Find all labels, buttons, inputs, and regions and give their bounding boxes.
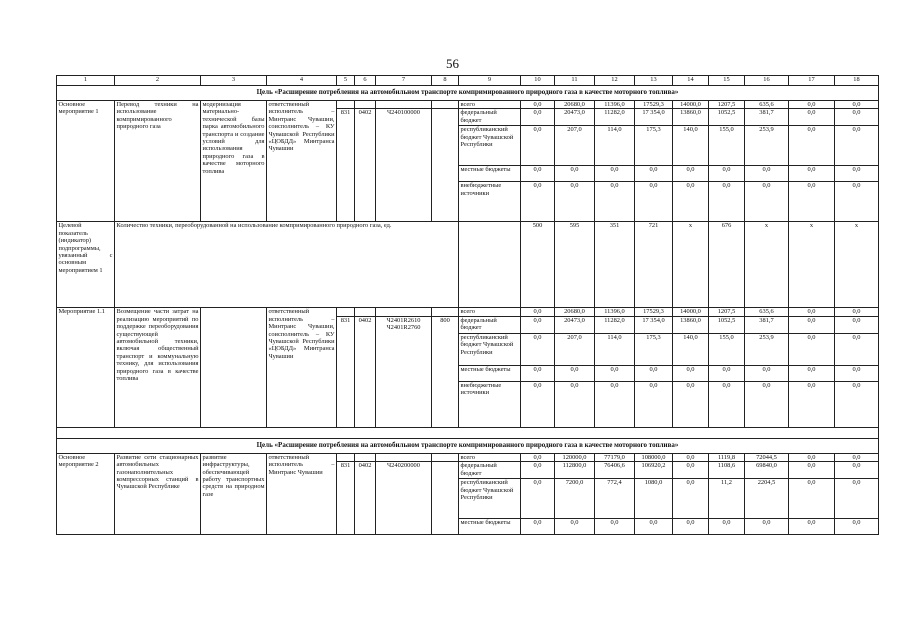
funding-value: 0,0 <box>745 365 789 381</box>
column-header: 18 <box>835 76 879 86</box>
spacer-cell <box>57 427 879 438</box>
funding-value: 0,0 <box>709 182 745 222</box>
funding-value: 0,0 <box>789 365 835 381</box>
column-header: 15 <box>709 76 745 86</box>
funding-source: всего <box>459 101 521 109</box>
funding-value: 106920,2 <box>635 462 673 479</box>
empty-cell <box>376 308 432 316</box>
empty-cell <box>337 453 355 461</box>
funding-source: всего <box>459 308 521 316</box>
funding-value: 13860,0 <box>673 316 709 333</box>
column-header: 14 <box>673 76 709 86</box>
empty-cell <box>459 222 521 308</box>
funding-value: 0,0 <box>709 166 745 182</box>
section-code: 0402 <box>355 316 376 427</box>
grbs-code: 831 <box>337 462 355 535</box>
funding-source: внебюджетные источники <box>459 182 521 222</box>
funding-value: 20473,0 <box>555 316 595 333</box>
funding-value: 11396,0 <box>595 101 635 109</box>
funding-value: 1108,6 <box>709 462 745 479</box>
funding-value: 0,0 <box>635 182 673 222</box>
spacer-row <box>57 427 879 438</box>
funding-value: 69840,0 <box>745 462 789 479</box>
empty-cell <box>376 101 432 109</box>
measure-purpose <box>201 308 267 427</box>
funding-source: внебюджетные источники <box>459 381 521 427</box>
funding-value: 0,0 <box>521 308 555 316</box>
funding-value: 0,0 <box>789 101 835 109</box>
funding-value: 120000,0 <box>555 453 595 461</box>
funding-source: местные бюджеты <box>459 519 521 535</box>
funding-value: 0,0 <box>673 453 709 461</box>
column-header: 2 <box>115 76 201 86</box>
funding-value: 11,2 <box>709 479 745 519</box>
column-header: 1 <box>57 76 115 86</box>
funding-value: 11396,0 <box>595 308 635 316</box>
funding-source: местные бюджеты <box>459 166 521 182</box>
funding-source: местные бюджеты <box>459 365 521 381</box>
funding-source: федеральный бюджет <box>459 462 521 479</box>
funding-value: 0,0 <box>789 109 835 126</box>
funding-value: 0,0 <box>709 381 745 427</box>
measure-name: Основное мероприятие 2 <box>57 453 115 534</box>
funding-value: 0,0 <box>745 166 789 182</box>
indicator-value: x <box>789 222 835 308</box>
section-code: 0402 <box>355 109 376 222</box>
funding-value: 0,0 <box>745 182 789 222</box>
funding-value: 108000,0 <box>635 453 673 461</box>
column-header: 11 <box>555 76 595 86</box>
column-header: 4 <box>267 76 337 86</box>
funding-value: 11282,0 <box>595 316 635 333</box>
indicator-description: Количество техники, переоборудованной на использование компримированного природного газа, ед. <box>115 222 459 308</box>
funding-value: 0,0 <box>835 365 879 381</box>
funding-value: 0,0 <box>789 316 835 333</box>
funding-value: 17 354,0 <box>635 109 673 126</box>
column-header: 17 <box>789 76 835 86</box>
funding-value: 0,0 <box>595 166 635 182</box>
column-header: 16 <box>745 76 789 86</box>
column-header-row <box>57 76 879 86</box>
target-article-code: Ч240200000 <box>376 462 432 535</box>
funding-value: 0,0 <box>789 479 835 519</box>
funding-value: 17529,3 <box>635 308 673 316</box>
table-row <box>57 453 879 461</box>
funding-value: 0,0 <box>673 479 709 519</box>
indicator-value: x <box>745 222 789 308</box>
funding-value: 0,0 <box>595 182 635 222</box>
funding-value: 0,0 <box>521 333 555 365</box>
empty-cell <box>337 308 355 316</box>
funding-value: 0,0 <box>835 308 879 316</box>
indicator-value: 500 <box>521 222 555 308</box>
funding-value: 0,0 <box>673 381 709 427</box>
goal-title: Цель «Расширение потребления на автомобильном транспорте компримированного природного газа в качестве моторного топлива» <box>57 86 879 101</box>
funding-value: 0,0 <box>521 109 555 126</box>
funding-value: 207,0 <box>555 333 595 365</box>
grbs-code: 831 <box>337 109 355 222</box>
funding-value: 20680,0 <box>555 101 595 109</box>
funding-value: 140,0 <box>673 126 709 166</box>
funding-value: 772,4 <box>595 479 635 519</box>
funding-value: 112800,0 <box>555 462 595 479</box>
funding-value: 1052,5 <box>709 109 745 126</box>
program-table <box>56 75 879 535</box>
funding-value: 17 354,0 <box>635 316 673 333</box>
funding-value: 0,0 <box>521 126 555 166</box>
funding-value: 77179,0 <box>595 453 635 461</box>
funding-value: 253,9 <box>745 126 789 166</box>
funding-value: 0,0 <box>709 365 745 381</box>
funding-value: 0,0 <box>835 166 879 182</box>
expense-type-code: 800 <box>432 316 459 427</box>
funding-value: 0,0 <box>673 519 709 535</box>
indicator-value: 595 <box>555 222 595 308</box>
funding-value: 0,0 <box>835 381 879 427</box>
column-header: 13 <box>635 76 673 86</box>
goal-row <box>57 86 879 101</box>
empty-cell <box>432 101 459 109</box>
funding-value: 1207,5 <box>709 101 745 109</box>
funding-value: 0,0 <box>635 381 673 427</box>
funding-value: 155,0 <box>709 126 745 166</box>
measure-name: Мероприятие 1.1 <box>57 308 115 427</box>
funding-value: 0,0 <box>673 166 709 182</box>
funding-value: 635,6 <box>745 308 789 316</box>
funding-value: 1080,0 <box>635 479 673 519</box>
page-number: 56 <box>446 56 459 71</box>
funding-value: 0,0 <box>745 519 789 535</box>
column-header: 8 <box>432 76 459 86</box>
measure-purpose: модернизация материально-технической базы парка автомобильного транспорта и создание условий для использования природного газа в качестве моторного топлива <box>201 101 267 222</box>
funding-value: 0,0 <box>789 333 835 365</box>
table-row <box>57 101 879 109</box>
funding-value: 0,0 <box>789 519 835 535</box>
funding-value: 0,0 <box>521 101 555 109</box>
measure-name: Основное мероприятие 1 <box>57 101 115 222</box>
column-header: 3 <box>201 76 267 86</box>
empty-cell <box>337 101 355 109</box>
funding-value: 0,0 <box>789 462 835 479</box>
indicator-row <box>57 222 879 308</box>
funding-value: 175,3 <box>635 126 673 166</box>
empty-cell <box>432 308 459 316</box>
funding-source: республиканский бюджет Чувашской Республики <box>459 333 521 365</box>
funding-value: 0,0 <box>521 365 555 381</box>
funding-value: 7200,0 <box>555 479 595 519</box>
funding-value: 381,7 <box>745 316 789 333</box>
funding-source: республиканский бюджет Чувашской Республики <box>459 126 521 166</box>
funding-value: 175,3 <box>635 333 673 365</box>
funding-value: 14000,0 <box>673 308 709 316</box>
column-header: 12 <box>595 76 635 86</box>
funding-value: 253,9 <box>745 333 789 365</box>
funding-value: 0,0 <box>555 519 595 535</box>
funding-value: 0,0 <box>835 453 879 461</box>
funding-source: федеральный бюджет <box>459 316 521 333</box>
funding-value: 0,0 <box>789 126 835 166</box>
funding-value: 0,0 <box>709 519 745 535</box>
funding-value: 114,0 <box>595 126 635 166</box>
measure-description: Перевод техники на использование компримированного природного газа <box>115 101 201 222</box>
funding-value: 0,0 <box>789 453 835 461</box>
funding-value: 0,0 <box>635 365 673 381</box>
funding-value: 0,0 <box>521 479 555 519</box>
funding-value: 0,0 <box>521 462 555 479</box>
funding-value: 0,0 <box>789 182 835 222</box>
funding-value: 17529,3 <box>635 101 673 109</box>
target-article-code: Ч2401R2610 Ч2401R2760 <box>376 316 432 427</box>
indicator-value: x <box>673 222 709 308</box>
funding-source: федеральный бюджет <box>459 109 521 126</box>
measure-description: Возмещение части затрат на реализацию мероприятий по поддержке переоборудования существующей автомобильной техники, включая общественный транспорт и коммунальную технику, для использования природного газа в качестве топлива <box>115 308 201 427</box>
expense-type-code <box>432 462 459 535</box>
funding-value: 0,0 <box>835 101 879 109</box>
empty-cell <box>355 308 376 316</box>
funding-value: 0,0 <box>835 333 879 365</box>
funding-value: 1119,8 <box>709 453 745 461</box>
funding-value: 76406,6 <box>595 462 635 479</box>
funding-value: 14000,0 <box>673 101 709 109</box>
empty-cell <box>432 453 459 461</box>
funding-value: 0,0 <box>789 381 835 427</box>
funding-value: 1207,5 <box>709 308 745 316</box>
funding-source: всего <box>459 453 521 461</box>
measure-description: Развитие сети стационарных автомобильных газонаполнительных компрессорных станций в Чувашской Республике <box>115 453 201 534</box>
funding-value: 0,0 <box>789 308 835 316</box>
funding-value: 0,0 <box>835 316 879 333</box>
funding-value: 0,0 <box>635 166 673 182</box>
funding-value: 2204,5 <box>745 479 789 519</box>
funding-value: 0,0 <box>835 479 879 519</box>
measure-purpose: развитие инфраструктуры, обеспечивающей работу транспортных средств на природном газе <box>201 453 267 534</box>
funding-value: 114,0 <box>595 333 635 365</box>
funding-value: 11282,0 <box>595 109 635 126</box>
funding-value: 0,0 <box>555 182 595 222</box>
table-row <box>57 308 879 316</box>
funding-value: 20680,0 <box>555 308 595 316</box>
column-header: 10 <box>521 76 555 86</box>
funding-value: 0,0 <box>789 166 835 182</box>
indicator-label: Целевой показатель (индикатор) подпрограммы, увязанный с основным мероприятием 1 <box>57 222 115 308</box>
funding-value: 0,0 <box>835 462 879 479</box>
funding-value: 20473,0 <box>555 109 595 126</box>
column-header: 6 <box>355 76 376 86</box>
responsible-executor: ответственный исполнитель – Минтранс Чувашии, соисполнитель – КУ Чувашской Республики «ЦОБДД» Минтранса Чувашии <box>267 308 337 427</box>
indicator-value: 676 <box>709 222 745 308</box>
funding-value: 0,0 <box>595 381 635 427</box>
expense-type-code <box>432 109 459 222</box>
funding-value: 0,0 <box>595 519 635 535</box>
funding-value: 13860,0 <box>673 109 709 126</box>
empty-cell <box>376 453 432 461</box>
funding-value: 1052,5 <box>709 316 745 333</box>
funding-value: 0,0 <box>555 166 595 182</box>
section-code: 0402 <box>355 462 376 535</box>
funding-value: 0,0 <box>521 519 555 535</box>
funding-value: 207,0 <box>555 126 595 166</box>
goal-title: Цель «Расширение потребления на автомобильном транспорте компримированного природного газа в качестве моторного топлива» <box>57 438 879 453</box>
column-header: 7 <box>376 76 432 86</box>
goal-row <box>57 438 879 453</box>
funding-value: 0,0 <box>595 365 635 381</box>
funding-value: 140,0 <box>673 333 709 365</box>
funding-value: 72044,5 <box>745 453 789 461</box>
funding-value: 0,0 <box>673 365 709 381</box>
funding-value: 0,0 <box>835 109 879 126</box>
funding-value: 0,0 <box>835 126 879 166</box>
responsible-executor: ответственный исполнитель – Минтранс Чувашии <box>267 453 337 534</box>
indicator-value: 721 <box>635 222 673 308</box>
empty-cell <box>355 453 376 461</box>
funding-value: 155,0 <box>709 333 745 365</box>
empty-cell <box>355 101 376 109</box>
funding-value: 0,0 <box>521 182 555 222</box>
funding-value: 0,0 <box>555 365 595 381</box>
funding-value: 0,0 <box>673 182 709 222</box>
column-header: 5 <box>337 76 355 86</box>
indicator-value: x <box>835 222 879 308</box>
funding-value: 0,0 <box>745 381 789 427</box>
funding-value: 0,0 <box>521 316 555 333</box>
funding-source: республиканский бюджет Чувашской Республики <box>459 479 521 519</box>
funding-value: 0,0 <box>555 381 595 427</box>
indicator-value: 351 <box>595 222 635 308</box>
target-article-code: Ч240100000 <box>376 109 432 222</box>
grbs-code: 831 <box>337 316 355 427</box>
funding-value: 0,0 <box>835 519 879 535</box>
funding-value: 0,0 <box>673 462 709 479</box>
funding-value: 381,7 <box>745 109 789 126</box>
funding-value: 0,0 <box>521 453 555 461</box>
funding-value: 0,0 <box>521 381 555 427</box>
funding-value: 0,0 <box>521 166 555 182</box>
funding-value: 0,0 <box>835 182 879 222</box>
column-header: 9 <box>459 76 521 86</box>
funding-value: 635,6 <box>745 101 789 109</box>
funding-value: 0,0 <box>635 519 673 535</box>
responsible-executor: ответственный исполнитель – Минтранс Чувашии, соисполнитель – КУ Чувашской Республики «ЦОБДД» Минтранса Чувашии <box>267 101 337 222</box>
